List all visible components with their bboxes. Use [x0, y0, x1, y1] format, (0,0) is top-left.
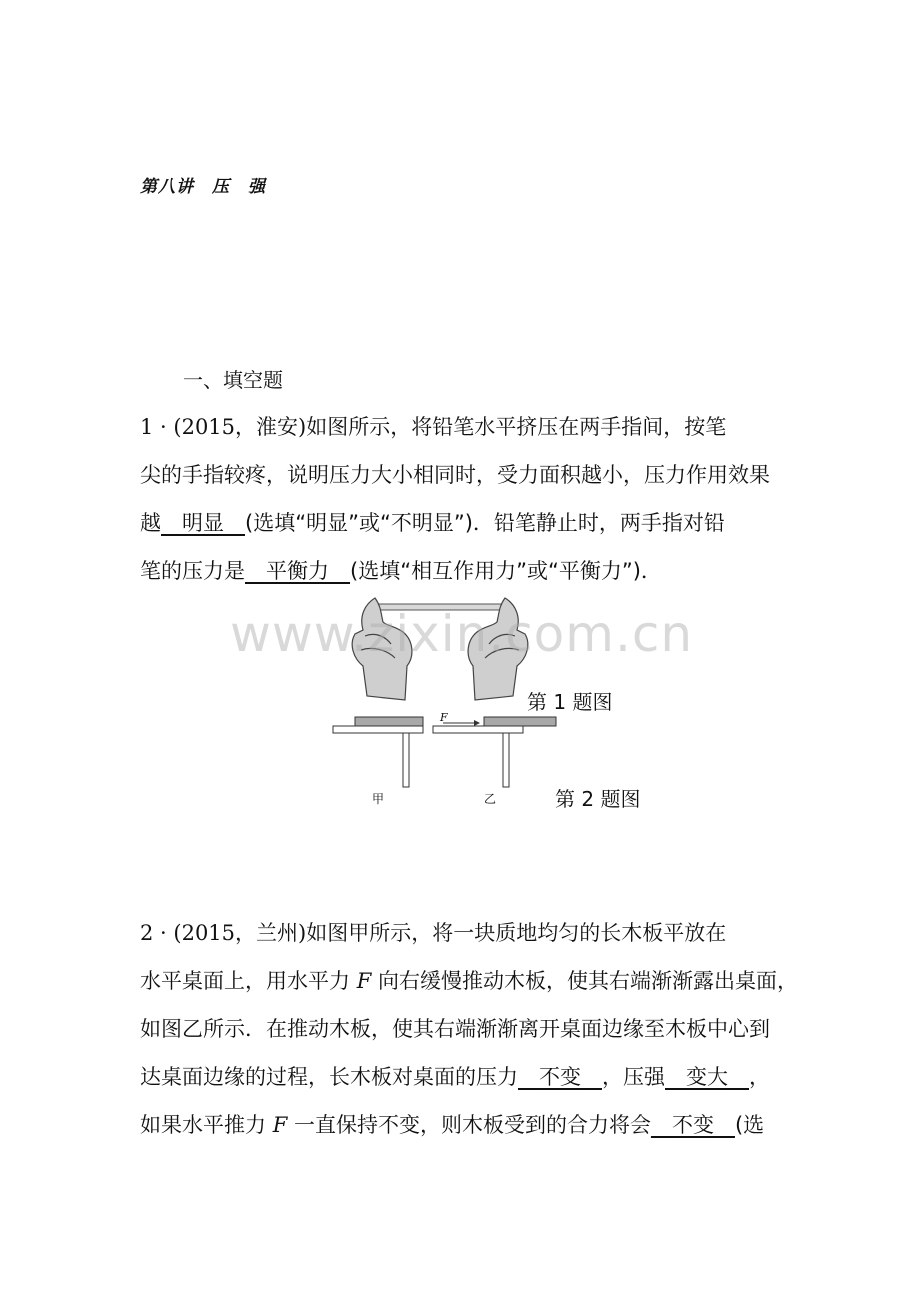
- q2-answer-1: __不变__: [518, 1065, 602, 1089]
- question-2: [140, 909, 798, 1149]
- q1-line-4: [140, 547, 785, 595]
- q2-text-5c: (选: [734, 1113, 765, 1137]
- q1-line-2: 尖的手指较疼，说明压力大小相同时，受力面积越小，压力作用效果: [140, 463, 770, 487]
- q2-text-5b: 一直保持不变，则木板受到的合力将会: [287, 1113, 651, 1137]
- chapter-title: 第八讲 压 强: [140, 177, 266, 197]
- q2-force-symbol-2: F: [272, 1113, 288, 1137]
- q2-line-4: [140, 1053, 785, 1101]
- q2-text-4b: ，压强: [602, 1065, 665, 1089]
- q2-text-4c: ，: [749, 1065, 770, 1089]
- q2-line-5: [140, 1101, 785, 1149]
- q2-source-place: 兰州: [256, 921, 299, 945]
- q1-text-4a: 笔的压力是: [140, 559, 245, 583]
- q1-answer-2: __平衡力__: [245, 559, 350, 583]
- q2-line-3: 如图乙所示．在推动木板，使其右端渐渐离开桌面边缘至木板中心到: [140, 1017, 770, 1041]
- q1-number: 1 · (2015，: [140, 415, 257, 439]
- table-top-jia: [333, 726, 423, 733]
- board-jia: [355, 717, 423, 726]
- table-leg-yi: [503, 733, 509, 787]
- q1-source-place: 淮安: [256, 415, 299, 439]
- q2-line-2: [140, 957, 798, 1005]
- figure-1-caption: 第 1 题图: [527, 690, 613, 714]
- q1-line-3: [140, 499, 785, 547]
- q2-text-2b: 向右缓慢推动木板，使其右端渐渐露出桌面，: [371, 969, 798, 993]
- q2-number: 2 · (2015，: [140, 921, 257, 945]
- figure-2-caption: 第 2 题图: [555, 787, 641, 811]
- q1-line-1: [140, 403, 785, 451]
- q2-text-2a: 水平桌面上，用水平力: [140, 969, 357, 993]
- question-1: [140, 403, 785, 595]
- force-arrow-head: [474, 720, 480, 726]
- board-yi: [484, 717, 556, 726]
- table-leg-jia: [403, 733, 409, 787]
- q2-answer-2: __变大__: [665, 1065, 749, 1089]
- q2-answer-3: __不变__: [650, 1113, 735, 1137]
- q1-answer-1: __明显__: [161, 511, 245, 535]
- q2-text-5a: 如果水平推力: [140, 1113, 273, 1137]
- q2-text-4a: 达桌面边缘的过程，长木板对桌面的压力: [140, 1065, 518, 1089]
- q1-text-4b: (选填“相互作用力”或“平衡力”)．: [350, 559, 662, 583]
- q2-line-1: [140, 909, 785, 957]
- figure-2-label-jia: 甲: [372, 792, 385, 806]
- q2-force-symbol-1: F: [356, 969, 372, 993]
- table-top-yi: [433, 726, 523, 733]
- section-title: 一、填空题: [183, 368, 283, 392]
- q1-text-1: )如图所示，将铅笔水平挤压在两手指间，按笔: [298, 415, 727, 439]
- q2-text-1: )如图甲所示，将一块质地均匀的长木板平放在: [298, 921, 727, 945]
- q1-text-3a: 越: [140, 511, 161, 535]
- diagram-yi: [433, 717, 556, 787]
- q1-text-3b: (选填“明显”或“不明显”)．铅笔静止时，两手指对铅: [245, 511, 725, 535]
- figure-2-label-yi: 乙: [484, 792, 497, 806]
- diagram-jia: [333, 717, 423, 787]
- watermark: www.zixin.com.cn: [230, 605, 694, 663]
- figure-2-boards: [330, 712, 560, 792]
- force-label: F: [440, 711, 448, 724]
